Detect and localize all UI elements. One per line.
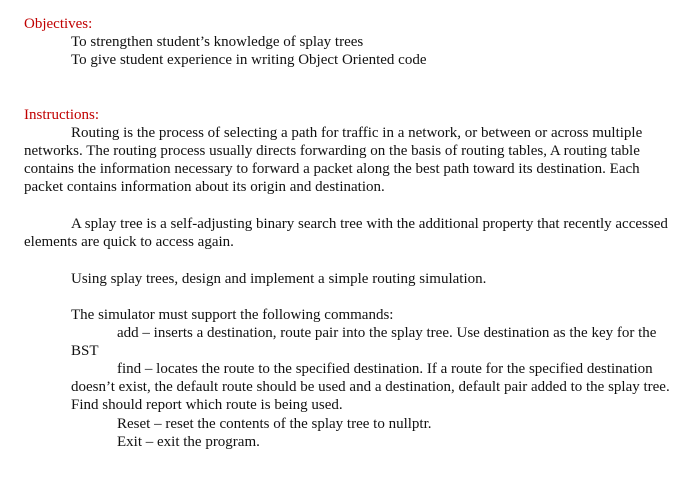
splay-tree-paragraph: A splay tree is a self-adjusting binary search tree with the additional property that recently accessed elements are quick to access again. xyxy=(24,216,668,250)
command-reset: Reset – reset the contents of the splay tree to nullptr. xyxy=(117,416,432,432)
command-exit: Exit – exit the program. xyxy=(117,434,260,450)
command-add: add – inserts a destination, route pair into the splay tree. Use destination as the key for the BST xyxy=(71,325,657,359)
command-find: find – locates the route to the specified destination. If a route for the specified destination doesn’t exist, the default route should be used and a destination, default pair added to the splay tree. Find should report which route is being used. xyxy=(71,361,670,413)
routing-paragraph: Routing is the process of selecting a path for traffic in a network, or between or across multiple networks. The routing process usually directs forwarding on the basis of routing tables, A routing table contains the information necessary to forward a packet along the best path toward its destination. Each packet contains information about its origin and destination. xyxy=(24,125,643,195)
objective-item: To give student experience in writing Object Oriented code xyxy=(71,52,427,68)
design-paragraph: Using splay trees, design and implement a simple routing simulation. xyxy=(71,271,487,287)
instructions-heading: Instructions: xyxy=(24,107,99,123)
objective-item: To strengthen student’s knowledge of splay trees xyxy=(71,34,364,50)
commands-intro: The simulator must support the following commands: xyxy=(71,307,394,323)
objectives-heading: Objectives: xyxy=(24,16,93,32)
